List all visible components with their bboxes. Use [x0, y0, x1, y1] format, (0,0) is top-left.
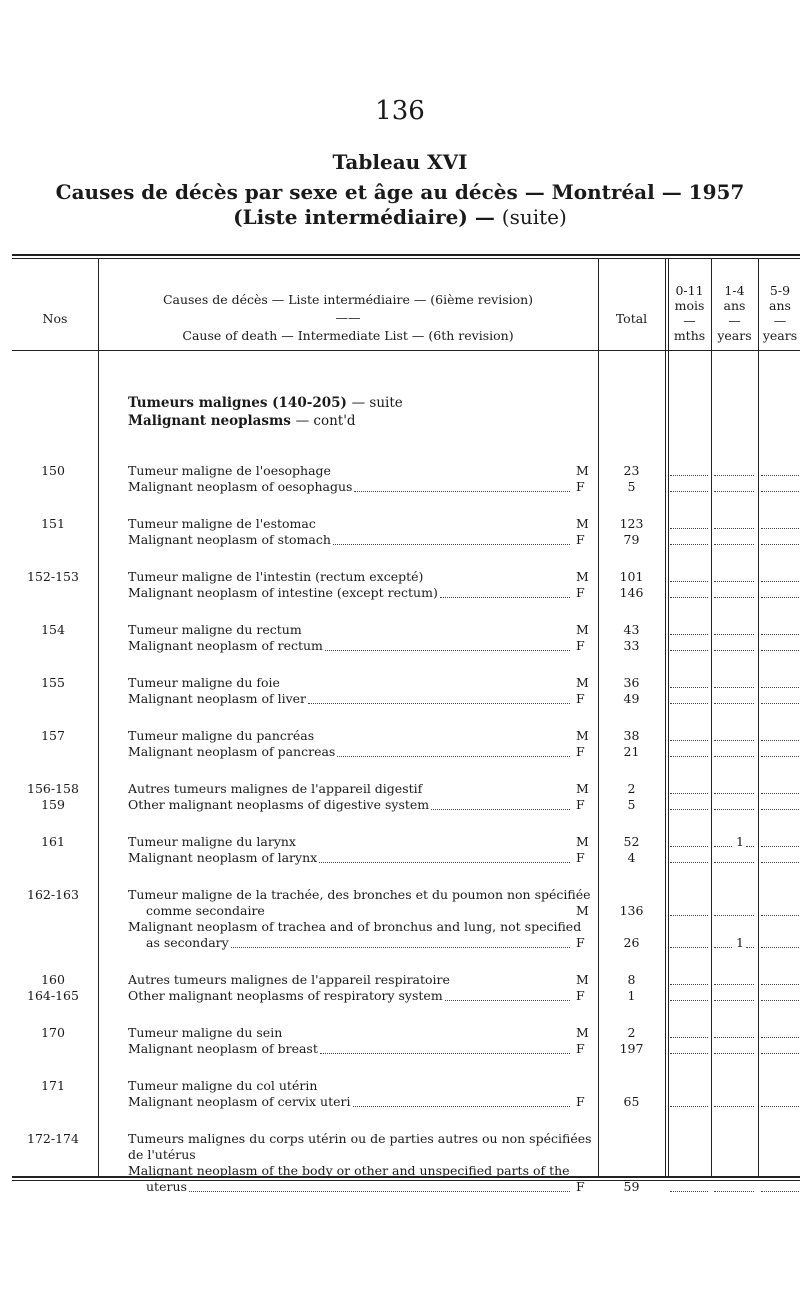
empty-dots — [714, 581, 754, 582]
empty-dots — [714, 809, 754, 810]
total-value: 2 — [627, 1025, 636, 1040]
header-age-1-4-bot: years — [717, 328, 752, 343]
cause-label: Tumeur maligne du foie — [128, 675, 280, 690]
empty-dots — [761, 597, 799, 598]
empty-dots — [746, 846, 754, 847]
empty-dots — [761, 528, 799, 529]
row-number: 170 — [41, 1025, 65, 1040]
empty-dots — [714, 687, 754, 688]
header-age-0-11-top: 0-11 — [675, 283, 704, 298]
empty-dots — [670, 1106, 708, 1107]
header-age-5-9-mid: ans — [769, 298, 791, 313]
cause-label: Other malignant neoplasms of respiratory system — [128, 988, 443, 1003]
sex-code: F — [576, 691, 585, 706]
empty-dots — [761, 544, 799, 545]
empty-dots — [714, 740, 754, 741]
leader-dots — [337, 756, 570, 757]
leader-dots — [440, 597, 570, 598]
empty-dots — [670, 809, 708, 810]
header-cause-fr: Causes de décès — Liste intermédiaire — (6ième revision) — [162, 292, 534, 307]
empty-dots — [714, 544, 754, 545]
subtitle-suite: (suite) — [501, 205, 567, 229]
total-value: 79 — [623, 532, 640, 547]
col-divider-total — [665, 259, 666, 1176]
section-heading-fr — [128, 397, 403, 411]
header-age-5-9-top: 5-9 — [769, 283, 791, 298]
leader-dots — [320, 1053, 570, 1054]
row-number: 150 — [41, 463, 65, 478]
empty-dots — [670, 475, 708, 476]
cause-label: uterus — [146, 1179, 187, 1194]
empty-dots — [670, 1191, 708, 1192]
empty-dots — [714, 1106, 754, 1107]
total-value: 43 — [623, 622, 640, 637]
header-age-5-9-sep: — — [773, 313, 787, 328]
empty-dots — [670, 1053, 708, 1054]
empty-dots — [670, 650, 708, 651]
sex-code: F — [576, 744, 585, 759]
leader-dots — [445, 1000, 570, 1001]
total-value: 197 — [619, 1041, 644, 1056]
empty-dots — [714, 793, 754, 794]
row-number: 155 — [41, 675, 65, 690]
empty-dots — [670, 793, 708, 794]
header-cause-sep: —— — [335, 310, 361, 325]
cause-label: as secondary — [146, 935, 229, 950]
total-value: 1 — [627, 988, 636, 1003]
empty-dots — [761, 581, 799, 582]
empty-dots — [761, 1053, 799, 1054]
sex-code: M — [576, 728, 589, 743]
leader-dots — [353, 1106, 571, 1107]
sex-code: F — [576, 850, 585, 865]
sex-code: F — [576, 1179, 585, 1194]
sex-code: M — [576, 1025, 589, 1040]
empty-dots — [761, 793, 799, 794]
empty-dots — [761, 915, 799, 916]
cause-label: Malignant neoplasm of larynx — [128, 850, 318, 865]
total-value: 5 — [627, 797, 636, 812]
total-value: 4 — [627, 850, 636, 865]
sex-code: M — [576, 463, 589, 478]
empty-dots — [670, 491, 708, 492]
empty-dots — [761, 1191, 799, 1192]
total-value: 5 — [627, 479, 636, 494]
row-number: 157 — [41, 728, 65, 743]
empty-dots — [761, 1000, 799, 1001]
header-age-0-11-bot: mths — [673, 328, 706, 343]
total-value: 26 — [623, 935, 640, 950]
empty-dots — [670, 1037, 708, 1038]
row-number: 160 — [41, 972, 65, 987]
row-number: 161 — [41, 834, 65, 849]
empty-dots — [670, 740, 708, 741]
cause-label: Malignant neoplasm of trachea and of bronchus and lung, not specified — [128, 919, 582, 934]
empty-dots — [670, 947, 708, 948]
row-number: 156-158 — [27, 781, 79, 796]
empty-dots — [761, 740, 799, 741]
cause-label: Other malignant neoplasms of digestive system — [128, 797, 430, 812]
empty-dots — [670, 846, 708, 847]
header-age-1-4-top: 1-4 — [724, 283, 745, 298]
empty-dots — [761, 809, 799, 810]
empty-dots — [746, 947, 754, 948]
header-age-1-4-mid: ans — [723, 298, 746, 313]
row-number: 172-174 — [27, 1131, 79, 1146]
empty-dots — [714, 475, 754, 476]
empty-dots — [714, 984, 754, 985]
empty-dots — [761, 491, 799, 492]
cause-label: Tumeur maligne de l'estomac — [128, 516, 316, 531]
empty-dots — [670, 528, 708, 529]
row-number: 151 — [41, 516, 65, 531]
leader-dots — [231, 947, 570, 948]
empty-dots — [761, 947, 799, 948]
sex-code: F — [576, 638, 585, 653]
section-fr-label: Tumeurs malignes (140-205) — [128, 395, 347, 411]
leader-dots — [325, 650, 570, 651]
sex-code: M — [576, 675, 589, 690]
col-divider-total-2 — [668, 259, 669, 1176]
row-number: 152-153 — [27, 569, 79, 584]
header-age-0-11-sep: — — [683, 313, 696, 328]
total-value: 2 — [627, 781, 636, 796]
cause-label: Autres tumeurs malignes de l'appareil respiratoire — [128, 972, 450, 987]
leader-dots — [354, 491, 570, 492]
total-value: 136 — [619, 903, 644, 918]
cause-label: Malignant neoplasm of oesophagus — [128, 479, 353, 494]
table-title: Tableau XVI — [332, 150, 468, 174]
table-bottom-rule-thin — [12, 1180, 800, 1181]
empty-dots — [714, 634, 754, 635]
section-heading-en — [128, 415, 356, 429]
cause-label: Malignant neoplasm of stomach — [128, 532, 331, 547]
empty-dots — [714, 1191, 754, 1192]
empty-dots — [714, 846, 732, 847]
header-nos: Nos — [42, 311, 68, 326]
total-value: 123 — [619, 516, 644, 531]
total-value: 36 — [623, 675, 640, 690]
header-cause-en: Cause of death — Intermediate List — (6th revision) — [182, 328, 514, 343]
cause-label: Tumeur maligne de l'intestin (rectum excepté) — [128, 569, 424, 584]
empty-dots — [670, 862, 708, 863]
empty-dots — [714, 862, 754, 863]
total-value: 23 — [623, 463, 640, 478]
empty-dots — [761, 862, 799, 863]
empty-dots — [761, 703, 799, 704]
cause-label: Malignant neoplasm of breast — [128, 1041, 318, 1056]
header-bottom-rule — [12, 350, 800, 351]
row-number: 154 — [41, 622, 65, 637]
sex-code: M — [576, 903, 589, 918]
empty-dots — [714, 947, 732, 948]
leader-dots — [319, 862, 570, 863]
sex-code: M — [576, 972, 589, 987]
empty-dots — [761, 756, 799, 757]
cause-label: Malignant neoplasm of the body or other and unspecified parts of the — [128, 1163, 570, 1178]
table-top-rule-thin — [12, 258, 800, 259]
row-number: 159 — [41, 797, 65, 812]
sex-code: F — [576, 585, 585, 600]
empty-dots — [670, 597, 708, 598]
header-total: Total — [615, 311, 648, 326]
col-divider-c1 — [711, 259, 712, 1176]
cause-label: de l'utérus — [128, 1147, 196, 1162]
header-age-0-11-mid: mois — [674, 298, 705, 313]
total-value: 8 — [627, 972, 636, 987]
empty-dots — [714, 650, 754, 651]
sex-code: M — [576, 781, 589, 796]
empty-dots — [714, 491, 754, 492]
leader-dots — [189, 1191, 570, 1192]
cause-label: Tumeur maligne du larynx — [128, 834, 296, 849]
empty-dots — [714, 597, 754, 598]
cause-label: Autres tumeurs malignes de l'appareil digestif — [128, 781, 423, 796]
cause-label: comme secondaire — [146, 903, 265, 918]
header-age-1-4-sep: — — [728, 313, 741, 328]
table-subtitle-list — [0, 205, 800, 229]
empty-dots — [670, 915, 708, 916]
cause-label: Malignant neoplasm of liver — [128, 691, 307, 706]
sex-code: F — [576, 1041, 585, 1056]
sex-code: M — [576, 516, 589, 531]
cause-label: Malignant neoplasm of cervix uteri — [128, 1094, 351, 1109]
empty-dots — [670, 544, 708, 545]
leader-dots — [308, 703, 570, 704]
sex-code: F — [576, 988, 585, 1003]
total-value: 65 — [623, 1094, 640, 1109]
total-value: 59 — [623, 1179, 640, 1194]
section-fr-suffix: — suite — [351, 395, 403, 411]
sex-code: F — [576, 479, 585, 494]
empty-dots — [761, 846, 799, 847]
empty-dots — [670, 634, 708, 635]
total-value: 33 — [623, 638, 640, 653]
empty-dots — [670, 581, 708, 582]
empty-dots — [670, 756, 708, 757]
empty-dots — [670, 687, 708, 688]
empty-dots — [670, 1000, 708, 1001]
total-value: 146 — [619, 585, 644, 600]
empty-dots — [714, 528, 754, 529]
row-number: 162-163 — [27, 887, 79, 902]
cause-label: Malignant neoplasm of rectum — [128, 638, 323, 653]
cause-label: Tumeur maligne du col utérin — [128, 1078, 318, 1093]
total-value: 101 — [619, 569, 644, 584]
sex-code: M — [576, 622, 589, 637]
col-divider-c2 — [758, 259, 759, 1176]
total-value: 38 — [623, 728, 640, 743]
cause-label: Tumeur maligne du rectum — [128, 622, 302, 637]
sex-code: F — [576, 935, 585, 950]
cause-label: Tumeur maligne du pancréas — [128, 728, 315, 743]
table-top-rule — [12, 254, 800, 256]
leader-dots — [333, 544, 570, 545]
empty-dots — [761, 687, 799, 688]
sex-code: F — [576, 532, 585, 547]
col-divider-nos — [98, 259, 99, 1176]
sex-code: M — [576, 569, 589, 584]
cause-label: Tumeur maligne de l'oesophage — [128, 463, 331, 478]
empty-dots — [670, 703, 708, 704]
total-value: 52 — [623, 834, 640, 849]
page-number: 136 — [375, 96, 425, 126]
sex-code: F — [576, 1094, 585, 1109]
empty-dots — [714, 756, 754, 757]
empty-dots — [761, 1037, 799, 1038]
header-age-5-9-bot: years — [762, 328, 798, 343]
sex-code: F — [576, 797, 585, 812]
cause-label: Tumeur maligne du sein — [128, 1025, 283, 1040]
empty-dots — [761, 1106, 799, 1107]
row-number: 171 — [41, 1078, 65, 1093]
empty-dots — [761, 650, 799, 651]
cause-label: Malignant neoplasm of pancreas — [128, 744, 336, 759]
section-en-label: Malignant neoplasms — [128, 413, 291, 429]
empty-dots — [670, 984, 708, 985]
age-count: 1 — [736, 834, 744, 849]
cause-label: Malignant neoplasm of intestine (except rectum) — [128, 585, 438, 600]
empty-dots — [714, 1053, 754, 1054]
section-en-suffix: — cont'd — [295, 413, 356, 429]
empty-dots — [761, 634, 799, 635]
empty-dots — [714, 703, 754, 704]
sex-code: M — [576, 834, 589, 849]
empty-dots — [761, 475, 799, 476]
total-value: 21 — [623, 744, 640, 759]
subtitle-list-label: (Liste intermédiaire) — — [233, 205, 495, 229]
table-subtitle: Causes de décès par sexe et âge au décès — Montréal — 1957 — [55, 180, 745, 204]
row-number: 164-165 — [27, 988, 79, 1003]
leader-dots — [431, 809, 570, 810]
age-count: 1 — [736, 935, 744, 950]
cause-label: Tumeurs malignes du corps utérin ou de parties autres ou non spécifiées — [128, 1131, 592, 1146]
empty-dots — [714, 1000, 754, 1001]
empty-dots — [714, 1037, 754, 1038]
empty-dots — [761, 984, 799, 985]
total-value: 49 — [623, 691, 640, 706]
empty-dots — [714, 915, 754, 916]
cause-label: Tumeur maligne de la trachée, des bronches et du poumon non spécifiée — [128, 887, 591, 902]
